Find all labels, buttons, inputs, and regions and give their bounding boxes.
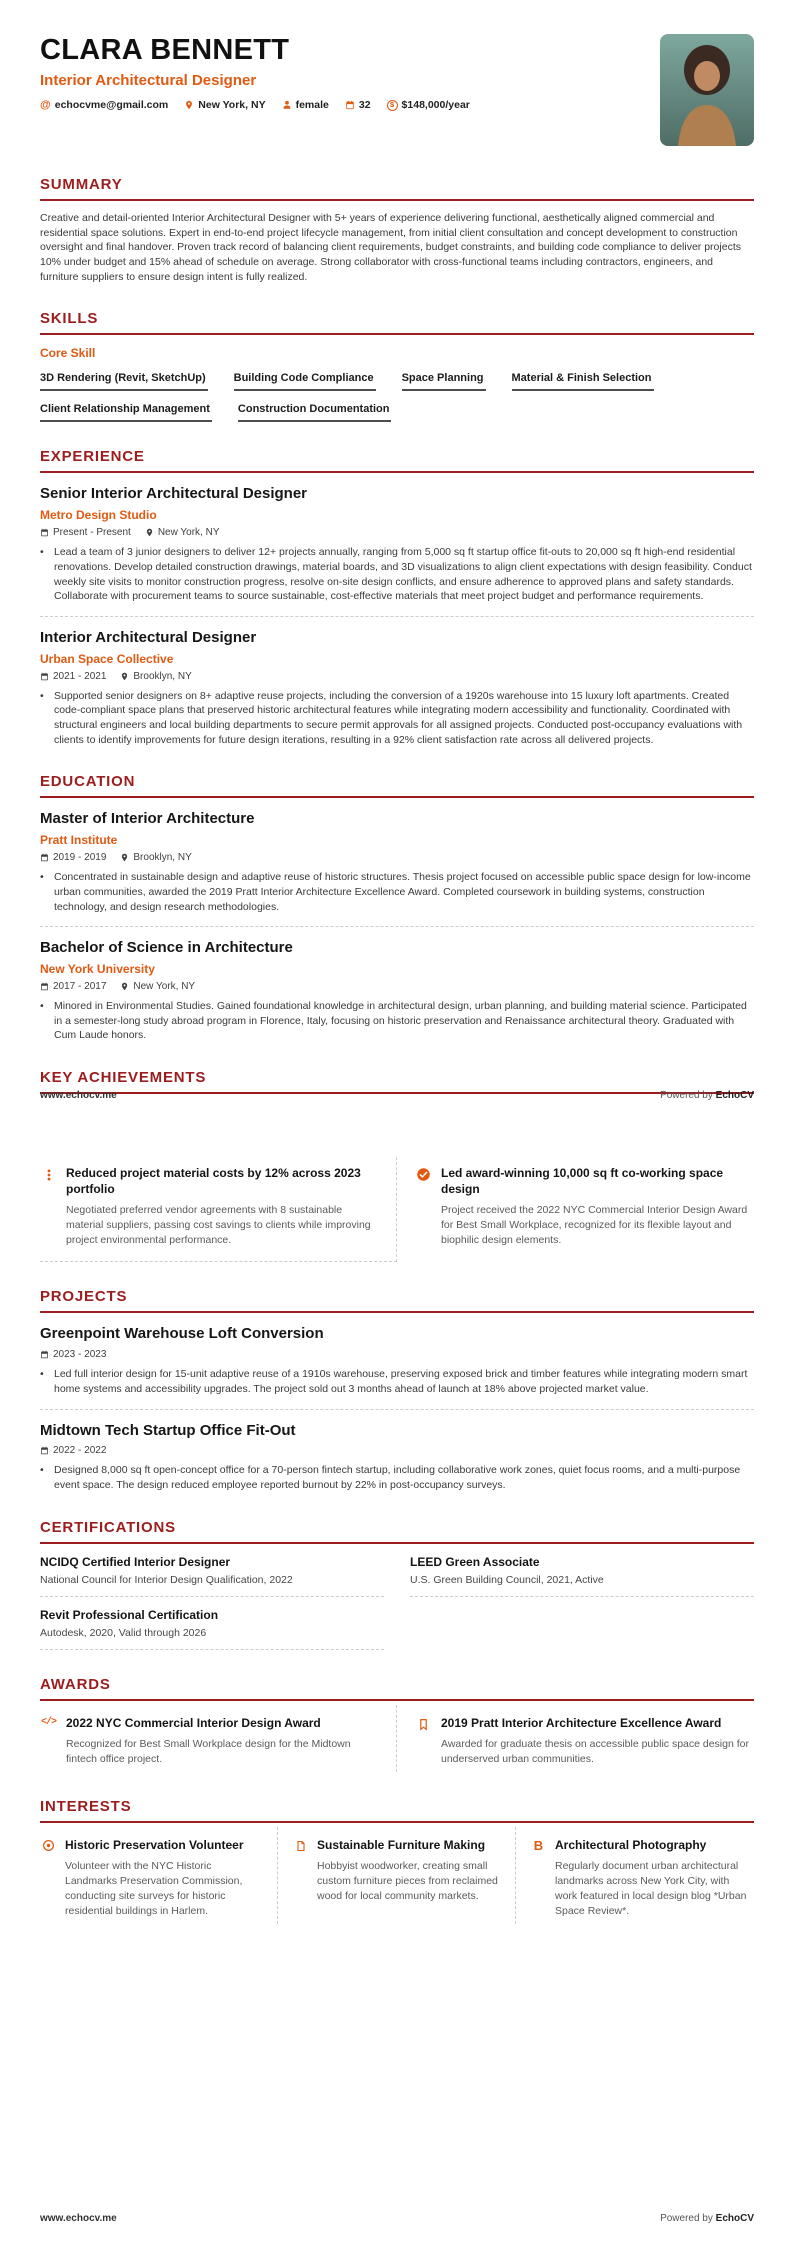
project-highlight-text: Designed 8,000 sq ft open-concept office for a 70-person fintech startup, including collaborative work zones, quiet focus rooms, and a multi-purpose event space. The design reduced employee reported burnout by 22% in post-occupancy surveys. [54,1464,741,1491]
section-projects [40,1288,754,1492]
project-dates [40,1349,106,1360]
education-highlight-text: Concentrated in sustainable design and adaptive reuse of historic structures. Thesis project focused on accessible public space design for low-income urban communities, awarded the 2019 Pratt Interior Architecture Excellence Award. Completed coursework in building systems, construction technology, and design research methodologies. [54,871,751,913]
interest-text: Volunteer with the NYC Historic Landmarks Preservation Commission, conducting site surveys for historic residential buildings in Harlem. [65,1860,243,1917]
footer-site-link[interactable]: www.echocv.me [40,2213,117,2224]
contact-salary-text: $148,000/year [401,99,470,111]
certification-detail: Autodesk, 2020, Valid through 2026 [40,1626,207,1639]
skill-item: Client Relationship Management [40,403,212,422]
experience-entry [40,629,754,748]
job-dates-text: Present - Present [53,527,131,539]
section-education [40,773,754,1043]
award-title: 2019 Pratt Interior Architecture Excellence Award [441,1715,722,1730]
bullet-marker: • [40,546,44,559]
location-icon [120,982,129,991]
job-highlight [40,545,754,604]
bullet-marker: • [40,1464,44,1477]
contact-email-text: echocvme@gmail.com [54,99,169,111]
award-text: Awarded for graduate thesis on accessible public space design for underserved urban communities. [441,1737,749,1765]
achievement-item [40,1157,397,1262]
interests-heading: INTERESTS [40,1798,754,1823]
contact-location [184,99,265,111]
location-icon [120,672,129,681]
candidate-name: CLARA BENNETT [40,34,290,66]
certification-item [410,1544,754,1597]
interest-text: Hobbyist woodworker, creating small custom furniture pieces from reclaimed wood for local community markets. [317,1860,498,1902]
education-location-text: New York, NY [133,981,196,992]
target-icon [40,1837,57,1918]
footer-powered-prefix: Powered by [660,2213,716,2224]
project-meta [40,1445,754,1456]
key-achievements-grid [40,1157,754,1262]
project-highlight-text: Led full interior design for 15-unit adaptive reuse of a 1910s warehouse, preserving exposed brick and timber features while integrating modern smart home systems and accessibility upgrades. The project sold out 3 months ahead of launch at 18% above projected market value. [54,1368,748,1395]
footer-site-link[interactable]: www.echocv.me [40,1090,117,1101]
education-highlight-text: Minored in Environmental Studies. Gained foundational knowledge in architectural design, urban planning, and building material science. Participated in a semester-long study abroad program in Florence, Italy, focusing on historic preservation and Renaissance architectural theory. Graduated with Cum Laude honors. [54,1000,747,1042]
achievement-title: Reduced project material costs by 12% across 2023 portfolio [66,1166,361,1197]
skills-group-label: Core Skill [40,346,96,361]
job-highlight-text: Supported senior designers on 8+ adaptive reuse projects, including the conversion of a 1920s warehouse into 15 luxury loft apartments. Created code-compliant space plans that preserved historic architectural features while integrating modern accessibility and functionality. Coordinated with structural engineers and local building departments to secure permit approvals for all assigned projects. Conducted post-occupancy evaluations with clients to identify improvements for future design iterations, resulting in a 92% client satisfaction rate across all delivered projects. [54,689,743,746]
education-meta [40,852,754,863]
achievement-text: Negotiated preferred vendor agreements with 8 sustainable material suppliers, passing cost savings to clients while improving project environmental performance. [66,1204,371,1246]
project-entry [40,1422,754,1493]
resume-header [40,34,754,150]
education-dates-text: 2019 - 2019 [53,852,107,864]
company-name: Metro Design Studio [40,508,157,523]
interest-item [40,1827,278,1924]
job-highlight [40,689,754,748]
entry-divider [40,616,754,617]
certifications-heading: CERTIFICATIONS [40,1519,754,1544]
contact-age [345,99,371,111]
project-highlight [40,1463,754,1492]
skill-item: 3D Rendering (Revit, SketchUp) [40,372,208,391]
job-highlight-text: Lead a team of 3 junior designers to deliver 12+ projects annually, ranging from 5,000 sq ft startup office fit-outs to 20,000 sq ft high-end residential renovations. Develop detailed construction drawings, material boards, and 3D visualizations to align client expectations with design feasibility. Conduct weekly site visits to monitor construction progress, resolve on-site design conflicts, and ensure adherence to approved plans and safety standards. Collaborate with procurement teams to source sustainable, cost-effective materials that meet project budget and performance requirements. [54,546,752,603]
calendar-icon [345,100,355,110]
job-title: Interior Architectural Designer [40,628,257,646]
location-icon [145,528,154,537]
experience-heading: EXPERIENCE [40,448,754,473]
award-title: 2022 NYC Commercial Interior Design Award [66,1715,321,1730]
education-location [120,981,195,992]
education-highlight [40,999,754,1043]
certification-item [40,1544,384,1597]
contact-row [40,99,634,111]
page-footer [40,1090,754,1101]
award-body [66,1715,378,1767]
code-icon: </> [40,1716,56,1728]
profile-photo [660,34,754,146]
location-icon [120,853,129,862]
job-dates [40,671,106,682]
job-dates-text: 2021 - 2021 [53,670,107,682]
education-highlight [40,870,754,914]
job-location [145,527,220,538]
project-dates-text: 2023 - 2023 [53,1349,107,1361]
bullet-marker: • [40,1000,44,1012]
interests-grid [40,1827,754,1924]
school-name: New York University [40,962,155,976]
certification-detail: U.S. Green Building Council, 2021, Active [410,1573,604,1586]
interest-title: Historic Preservation Volunteer [65,1838,244,1853]
job-location [120,671,191,682]
section-certifications [40,1519,754,1650]
summary-heading: SUMMARY [40,176,754,201]
profile-photo-placeholder [660,34,754,146]
summary-text-wrap [40,211,754,284]
job-meta [40,527,754,538]
degree-title: Master of Interior Architecture [40,810,255,828]
project-title: Midtown Tech Startup Office Fit-Out [40,1421,296,1439]
bookmark-icon [415,1715,432,1767]
email-icon: @ [40,98,51,111]
location-icon [184,100,194,110]
options-dots-icon [40,1165,57,1247]
entry-divider [40,1409,754,1410]
job-location-text: New York, NY [157,527,220,539]
section-experience [40,448,754,747]
degree-title: Bachelor of Science in Architecture [40,939,293,957]
section-interests [40,1798,754,1924]
calendar-icon [40,672,49,681]
section-summary [40,176,754,284]
education-entry [40,939,754,1043]
job-title: Senior Interior Architectural Designer [40,485,308,503]
interest-title: Architectural Photography [555,1838,707,1853]
contact-salary [387,99,470,111]
bullet-marker: • [40,871,44,884]
bullet-marker: • [40,1368,44,1381]
achievement-text: Project received the 2022 NYC Commercial Interior Design Award for Best Small Workplace, recognized for its flexible layout and biophilic design elements. [441,1204,748,1246]
certification-title: Revit Professional Certification [40,1607,219,1622]
award-item [40,1705,397,1773]
skill-item: Construction Documentation [238,403,392,422]
school-name: Pratt Institute [40,833,118,848]
bullet-marker: • [40,689,44,702]
certification-title: LEED Green Associate [410,1554,540,1569]
interest-item [278,1827,516,1924]
education-meta [40,981,754,992]
job-dates [40,527,131,538]
education-location-text: Brooklyn, NY [133,852,192,864]
certifications-grid [40,1544,754,1650]
summary-text: Creative and detail-oriented Interior Architectural Designer with 5+ years of experience delivering functional, aesthetically aligned commercial and residential space solutions. Expert in end-to-end project lifecycle management, from initial client consultation and concept development to construction oversight and final handover. Proven track record of balancing client requirements, budget constraints, and building code compliance to deliver projects 10% under budget and 15% ahead of schedule on average. Strong collaborator with cross-functional teams including contractors, engineers, and furniture suppliers to ensure design intent is fully realized. [40,212,741,283]
person-icon [282,100,292,110]
footer-powered-prefix: Powered by [660,1090,716,1101]
awards-grid [40,1705,754,1773]
check-circle-icon [415,1165,432,1248]
project-highlight [40,1367,754,1396]
education-dates [40,852,106,863]
contact-gender [282,99,329,111]
project-meta [40,1349,754,1360]
certification-item [40,1597,384,1650]
calendar-icon [40,853,49,862]
achievement-body [66,1165,378,1247]
award-text: Recognized for Best Small Workplace design for the Midtown fintech office project. [66,1737,351,1765]
entry-divider [40,926,754,927]
certification-title: NCIDQ Certified Interior Designer [40,1554,231,1569]
job-meta [40,671,754,682]
interest-body [317,1837,501,1918]
calendar-icon [40,982,49,991]
achievement-item [397,1157,754,1262]
salary-icon: $ [387,100,398,111]
project-title: Greenpoint Warehouse Loft Conversion [40,1325,324,1343]
interest-title: Sustainable Furniture Making [317,1838,486,1853]
skills-list [40,360,754,422]
interest-body [65,1837,263,1918]
skill-item: Space Planning [402,372,486,391]
contact-age-text: 32 [358,99,371,111]
project-dates-text: 2022 - 2022 [53,1445,107,1457]
contact-location-text: New York, NY [198,99,266,111]
skill-item: Material & Finish Selection [512,372,654,391]
job-location-text: Brooklyn, NY [133,670,192,682]
file-icon [292,1837,309,1918]
skill-item: Building Code Compliance [234,372,376,391]
education-entry [40,810,754,914]
achievement-body [441,1165,754,1248]
skills-heading: SKILLS [40,310,754,335]
resume-page-2 [0,1123,794,2246]
company-name: Urban Space Collective [40,651,174,666]
education-location [120,852,191,863]
experience-entry [40,485,754,604]
award-item [397,1705,754,1773]
footer-powered [660,1090,754,1101]
education-dates [40,981,106,992]
interest-text: Regularly document urban architectural landmarks across New York City, with work featured in local design blog *Urban Space Review*. [555,1860,747,1917]
contact-email[interactable] [40,99,168,111]
education-heading: EDUCATION [40,773,754,798]
award-body [441,1715,754,1767]
page-footer [40,2213,754,2224]
candidate-title: Interior Architectural Designer [40,72,257,89]
letter-b-icon: B [533,1838,544,1854]
section-skills [40,310,754,422]
footer-powered [660,2213,754,2224]
education-dates-text: 2017 - 2017 [53,981,107,992]
calendar-icon [40,528,49,537]
achievement-title: Led award-winning 10,000 sq ft co-working space design [441,1166,724,1197]
footer-brand: EchoCV [715,1090,754,1101]
interest-item [516,1827,754,1924]
calendar-icon [40,1350,49,1359]
section-awards [40,1676,754,1773]
project-entry [40,1325,754,1396]
footer-brand: EchoCV [715,2213,754,2224]
key-achievements-heading: KEY ACHIEVEMENTS [40,1069,754,1094]
interest-body [555,1837,754,1918]
project-dates [40,1445,106,1456]
projects-heading: PROJECTS [40,1288,754,1313]
certification-detail: National Council for Interior Design Qualification, 2022 [40,1573,293,1586]
calendar-icon [40,1446,49,1455]
contact-gender-text: female [295,99,329,111]
awards-heading: AWARDS [40,1676,754,1701]
